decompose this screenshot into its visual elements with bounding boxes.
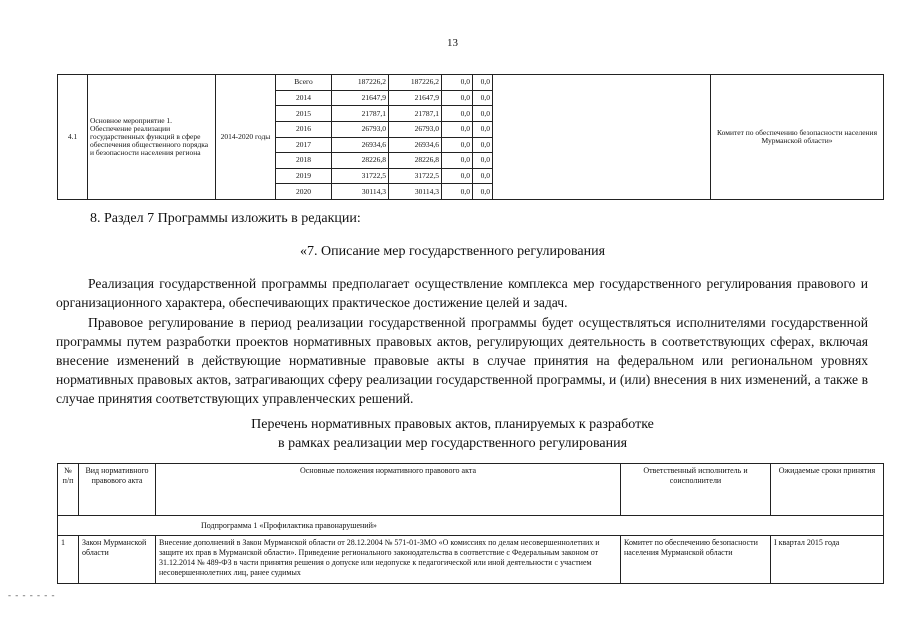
header-deadline: Ожидаемые сроки принятия	[771, 464, 884, 516]
other-cell: 0,0	[473, 75, 493, 91]
year-cell: 2019	[276, 168, 332, 184]
header-kind: Вид нормативного правового акта	[79, 464, 156, 516]
federal-cell: 0,0	[442, 153, 473, 169]
activity-name: Основное мероприятие 1. Обеспечение реализации государственных функций в сфере обеспечения общественного порядка и безопасности населения региона	[88, 75, 216, 200]
year-cell: Всего	[276, 75, 332, 91]
year-cell: 2020	[276, 184, 332, 200]
total-cell: 26793,0	[332, 121, 389, 137]
subprogram-label: Подпрограмма 1 «Профилактика правонарушений»	[58, 516, 884, 536]
federal-cell: 0,0	[442, 168, 473, 184]
other-cell: 0,0	[473, 90, 493, 106]
federal-cell: 0,0	[442, 121, 473, 137]
header-provisions: Основные положения нормативного правового акта	[156, 464, 621, 516]
regional-cell: 31722,5	[389, 168, 442, 184]
other-cell: 0,0	[473, 121, 493, 137]
other-cell: 0,0	[473, 137, 493, 153]
acts-table-header	[58, 464, 884, 516]
federal-cell: 0,0	[442, 106, 473, 122]
acts-list-title: Перечень нормативных правовых актов, планируемых к разработке в рамках реализации мер государственного регулирования	[251, 417, 654, 451]
funding-table	[57, 74, 884, 200]
row-provisions: Внесение дополнений в Закон Мурманской области от 28.12.2004 № 571-01-ЗМО «О комиссиях по делам несовершеннолетних и защите их прав в Мурманской области». Приведение регионального законодательства в соответствие с Федеральным законом от 31.12.2014 № 489-ФЗ в части принятия решения о допуске или недопуске к педагогической или иной деятельности с участием несовершеннолетних лиц, ранее судимых	[156, 536, 621, 584]
total-cell: 28226,8	[332, 153, 389, 169]
row-deadline: I квартал 2015 года	[771, 536, 884, 584]
regional-cell: 26934,6	[389, 137, 442, 153]
total-cell: 30114,3	[332, 184, 389, 200]
activity-period: 2014-2020 годы	[216, 75, 276, 200]
year-cell: 2017	[276, 137, 332, 153]
federal-cell: 0,0	[442, 184, 473, 200]
row-responsible: Комитет по обеспечению безопасности населения Мурманской области	[621, 536, 771, 584]
activity-number: 4.1	[58, 75, 88, 200]
margin-mark: - - - - - - -	[8, 590, 56, 600]
year-cell: 2018	[276, 153, 332, 169]
year-cell: 2014	[276, 90, 332, 106]
regional-cell: 187226,2	[389, 75, 442, 91]
responsible-executor: Комитет по обеспечению безопасности населения Мурманской области»	[711, 75, 884, 200]
other-cell: 0,0	[473, 168, 493, 184]
header-responsible: Ответственный исполнитель и соисполнители	[621, 464, 771, 516]
regional-cell: 21787,1	[389, 106, 442, 122]
row-num: 1	[58, 536, 79, 584]
total-cell: 187226,2	[332, 75, 389, 91]
section-7-title: «7. Описание мер государственного регулирования	[299, 244, 606, 259]
table-row	[58, 536, 884, 584]
header-num: № п/п	[58, 464, 79, 516]
regional-cell: 28226,8	[389, 153, 442, 169]
year-cell: 2015	[276, 106, 332, 122]
regional-cell: 21647,9	[389, 90, 442, 106]
paragraph-1: Реализация государственной программы предполагает осуществление комплекса мер государственного регулирования правового и организационного характера, обеспечивающих практическое достижение целей и задач.	[56, 276, 868, 310]
year-cell: 2016	[276, 121, 332, 137]
total-cell: 31722,5	[332, 168, 389, 184]
subprogram-row	[58, 516, 884, 536]
total-cell: 21647,9	[332, 90, 389, 106]
federal-cell: 0,0	[442, 75, 473, 91]
row-kind: Закон Мурманской области	[79, 536, 156, 584]
funding-row	[58, 75, 884, 91]
empty-indicators-cell	[493, 75, 711, 200]
regional-cell: 30114,3	[389, 184, 442, 200]
other-cell: 0,0	[473, 153, 493, 169]
federal-cell: 0,0	[442, 90, 473, 106]
total-cell: 26934,6	[332, 137, 389, 153]
item-8-heading: 8. Раздел 7 Программы изложить в редакции:	[90, 211, 361, 226]
page-number: 13	[447, 37, 458, 49]
total-cell: 21787,1	[332, 106, 389, 122]
acts-table	[57, 463, 884, 584]
paragraph-2: Правовое регулирование в период реализации государственной программы будет осуществляться исполнителями государственной программы путем разработки проектов нормативных правовых актов, регулирующих деятельность в соответствующих сферах, включая внесение изменений в действующие нормативные правовые акты в случае принятия на федеральном или региональном уровнях нормативных правовых актов, затрагивающих сферу реализации государственной программы, и (или) внесения в них изменений, а также в случае принятия соответствующих управленческих решений.	[56, 315, 868, 406]
other-cell: 0,0	[473, 184, 493, 200]
regional-cell: 26793,0	[389, 121, 442, 137]
federal-cell: 0,0	[442, 137, 473, 153]
other-cell: 0,0	[473, 106, 493, 122]
